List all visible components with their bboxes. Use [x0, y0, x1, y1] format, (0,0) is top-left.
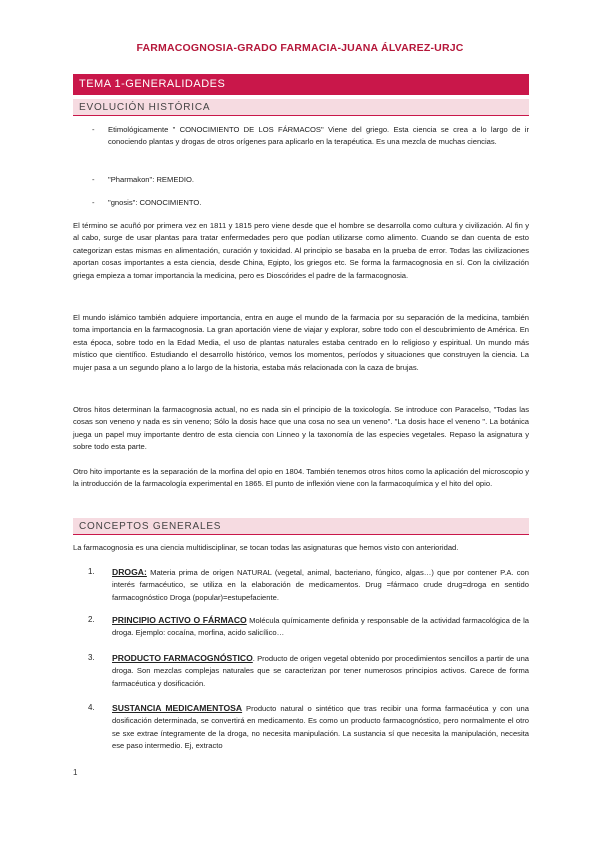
concept-definition: Materia prima de origen NATURAL (vegetal, animal, bacteriano, fúngico, algas…) que por contener P.A. con interés farmacéutico, se utiliza en la elaboración de medicamentos. Drug =fármaco crude drug=droga en sentido farmacognóstico Droga (popular)=estupefaciente. [112, 568, 529, 602]
concept-term: SUSTANCIA MEDICAMENTOSA [112, 703, 243, 713]
concept-sustancia-medicamentosa [112, 702, 529, 753]
paragraph-toxicologia: Otros hitos determinan la farmacognosia actual, no es nada sin el principio de la toxicología. Se introduce con Paracelso, "Todas las cosas son veneno y nada es sin veneno; Sólo la dosis hace que una cosa no sea un veneno". "La dosis hace el veneno ". La botánica juega un papel muy importante dentro de esta ciencia con Linneo y la taxonomía de las especies vegetales. Repaso la asignatura y sobre todo esta parte. [73, 405, 529, 452]
list-number: 4. [88, 703, 95, 712]
paragraph-origen: El término se acuñó por primera vez en 1811 y 1815 pero viene desde que el hombre se desarrolla como cultura y civilización. Al fin y al cabo, surge de usar plantas para tratar enfermedades pero que podían utilizarse como alimento. Cuando se dan cuenta de esto categorizan estas mismas en alimentación, curación y toxicidad. Al principio se basaba en la prueba de error. Todas las civilizaciones aportan cosas importantes a esta ciencia, desde China, Egipto, los griegos etc. Se forma la farmacognosia en sí. Con la civilización griega empieza a tomar importancia la medicina, pero es Dioscórides el padre de la farmacognosia. [73, 221, 529, 280]
paragraph-mundo-islamico: El mundo islámico también adquiere importancia, entra en auge el mundo de la farmacia por su separación de la medicina, también toma importancia en la farmacognosia. La gran aportación viene de viajar y explorar, sobre todo con el descubrimiento de América. En esta época, sobre todo en la Edad Media, el uso de plantas naturales estaba centrado en lo religioso y espiritual. Un mundo más místico que científico. Estudiando el desarrollo histórico, vemos los momentos, períodos y situaciones que construyen la ciencia. La mujer pasa a un segundo plano a lo largo de la historia, estaba más relacionada con la caza de brujas. [73, 313, 529, 372]
concept-term: DROGA: [112, 567, 147, 577]
list-number: 1. [88, 567, 95, 576]
section-conceptos-title: CONCEPTOS GENERALES [73, 518, 529, 535]
list-number: 3. [88, 653, 95, 662]
concept-definition: . Producto de origen vegetal obtenido por procedimientos sencillos a partir de una droga. Son mezclas complejas naturales que se caracterizan por tener numerosos principios activos. Carece de forma farmacéutica y dosificación. [112, 654, 530, 688]
paragraph-conceptos-intro: La farmacognosia es una ciencia multidisciplinar, se tocan todas las asignaturas que hemos visto con anterioridad. [73, 543, 459, 552]
bullet-gnosis: "gnosis": CONOCIMIENTO. [108, 198, 202, 207]
concept-definition: Producto natural o sintético que tras recibir una forma farmacéutica y con una dosificación determinada, se convertirá en medicamento. Es como un producto farmacognóstico, pero normalmente el otro se sxe extrae íntegramente de la droga, no necesita manipulación. La sustancia sí que necesita la manipulación, necesita ese paso intermedio. Ej, extracto [112, 704, 529, 751]
concept-principio-activo [112, 614, 529, 640]
bullet-marker: - [92, 175, 95, 184]
bullet-pharmakon: "Pharmakon": REMEDIO. [108, 175, 194, 184]
bullet-etimologia: Etimológicamente " CONOCIMIENTO DE LOS FÁRMACOS" Viene del griego. Esta ciencia se crea a lo largo de ir conociendo plantas y drogas de otros orígenes para aplicarlo en la terapéutica. Es una mezcla de muchas ciencias. [108, 125, 529, 147]
page-number: 1 [73, 768, 78, 777]
document-header-title: FARMACOGNOSIA-GRADO FARMACIA-JUANA ÁLVAREZ-URJC [136, 42, 464, 54]
concept-droga [112, 566, 529, 604]
bullet-marker: - [92, 125, 95, 134]
section-evolucion-title: EVOLUCIÓN HISTÓRICA [73, 99, 529, 116]
paragraph-morfina: Otro hito importante es la separación de la morfina del opio en 1804. También tenemos otros hitos como la aplicación del microscopio y la introducción de la farmacología experimental en 1865. El punto de inflexión viene con la farmacoquímica y el hito del opio. [73, 467, 529, 489]
concept-term: PRODUCTO FARMACOGNÓSTICO [112, 653, 253, 663]
list-number: 2. [88, 615, 95, 624]
concept-definition: Molécula químicamente definida y responsable de la actividad farmacológica de la droga. Ejemplo: cocaína, morfina, acido salicílico… [112, 616, 529, 638]
bullet-marker: - [92, 198, 95, 207]
concept-term: PRINCIPIO ACTIVO O FÁRMACO [112, 615, 247, 625]
tema-title-bar: TEMA 1-GENERALIDADES [73, 74, 529, 95]
concept-producto-farmacognostico [112, 652, 529, 690]
